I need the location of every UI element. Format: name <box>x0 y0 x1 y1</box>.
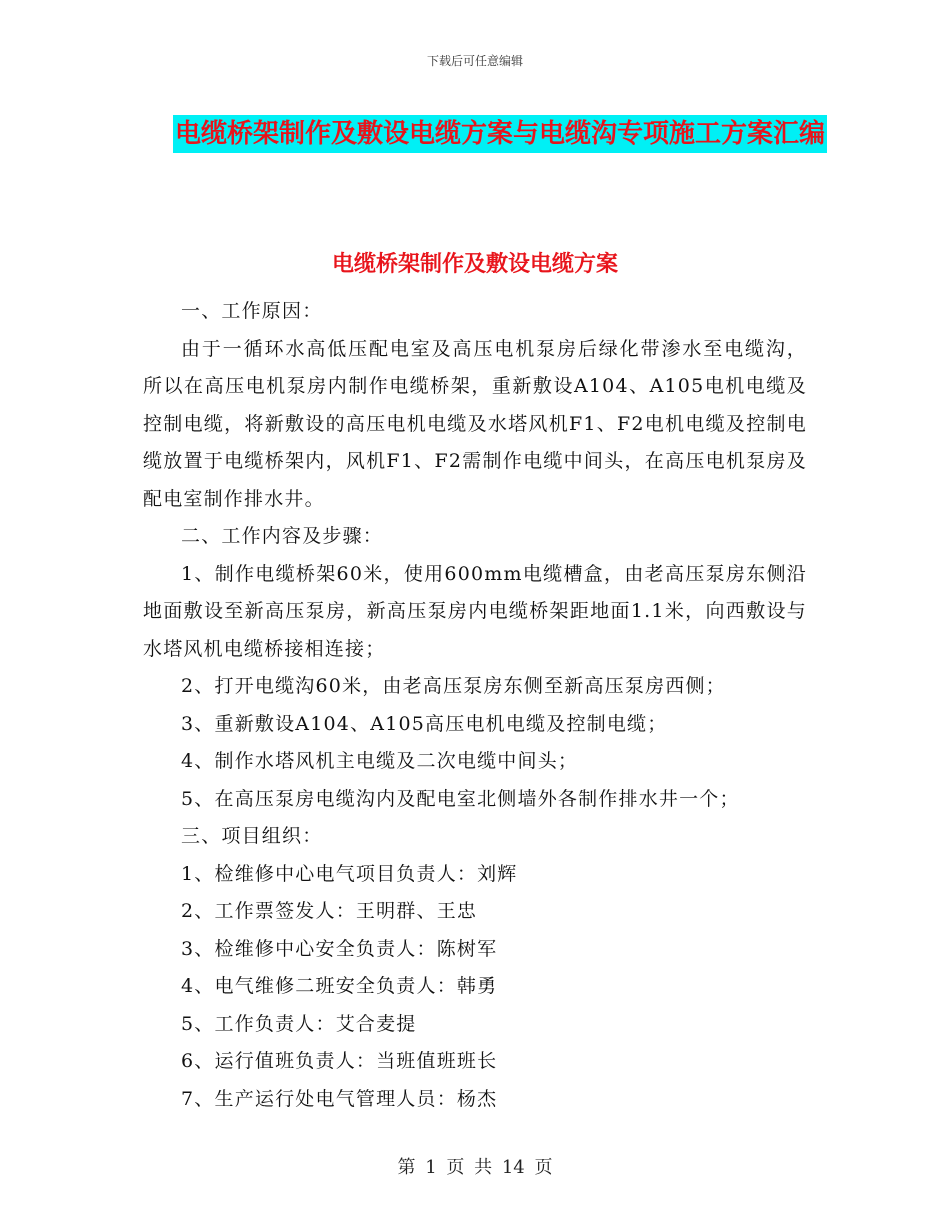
org-item-4: 4、电气维修二班安全负责人：韩勇 <box>181 975 498 997</box>
page-header-note: 下载后可任意编辑 <box>426 54 523 68</box>
heading-work-reason: 一、工作原因： <box>181 300 323 322</box>
document-body <box>143 293 807 1118</box>
step-item-4: 4、制作水塔风机主电缆及二次电缆中间头； <box>181 750 579 772</box>
step-item-2: 2、打开电缆沟60米，由老高压泵房东侧至新高压泵房西侧； <box>181 675 726 697</box>
org-item-2: 2、工作票签发人：王明群、王忠 <box>181 900 478 922</box>
heading-work-content: 二、工作内容及步骤： <box>181 525 384 547</box>
main-title-text: 电缆桥架制作及敷设电缆方案与电缆沟专项施工方案汇编 <box>173 115 827 153</box>
org-item-7: 7、生产运行处电气管理人员：杨杰 <box>181 1087 498 1110</box>
org-item-5: 5、工作负责人：艾合麦提 <box>181 1012 417 1035</box>
org-item-6: 6、运行值班负责人：当班值班班长 <box>181 1050 498 1072</box>
step-item-5: 5、在高压泵房电缆沟内及配电室北侧墙外各制作排水井一个； <box>181 787 740 810</box>
org-item-3: 3、检维修中心安全负责人：陈树军 <box>181 937 498 960</box>
page-number-footer: 第 1 页 共 14 页 <box>397 1157 553 1178</box>
section-title: 电缆桥架制作及敷设电缆方案 <box>331 252 618 277</box>
step-item-3: 3、重新敷设A104、A105高压电机电缆及控制电缆； <box>181 712 668 735</box>
paragraph-work-reason: 由于一循环水高低压配电室及高压电机泵房后绿化带渗水至电缆沟，所以在高压电机泵房内制作电缆桥架，重新敷设A104、A105电机电缆及控制电缆，将新敷设的高压电机电缆及水塔风机F1、F2电机电缆及控制电缆放置于电缆桥架内，风机F1、F2需制作电缆中间头，在高压电机泵房及配电室制作排水井。 <box>143 337 807 510</box>
step-item-1: 1、制作电缆桥架60米，使用600mm电缆槽盒，由老高压泵房东侧沿地面敷设至新高压泵房，新高压泵房内电缆桥架距地面1.1米，向西敷设与水塔风机电缆桥接相连接； <box>143 562 807 660</box>
heading-project-organization: 三、项目组织： <box>181 825 323 847</box>
document-main-title <box>140 108 860 160</box>
org-item-1: 1、检维修中心电气项目负责人：刘辉 <box>181 862 518 885</box>
